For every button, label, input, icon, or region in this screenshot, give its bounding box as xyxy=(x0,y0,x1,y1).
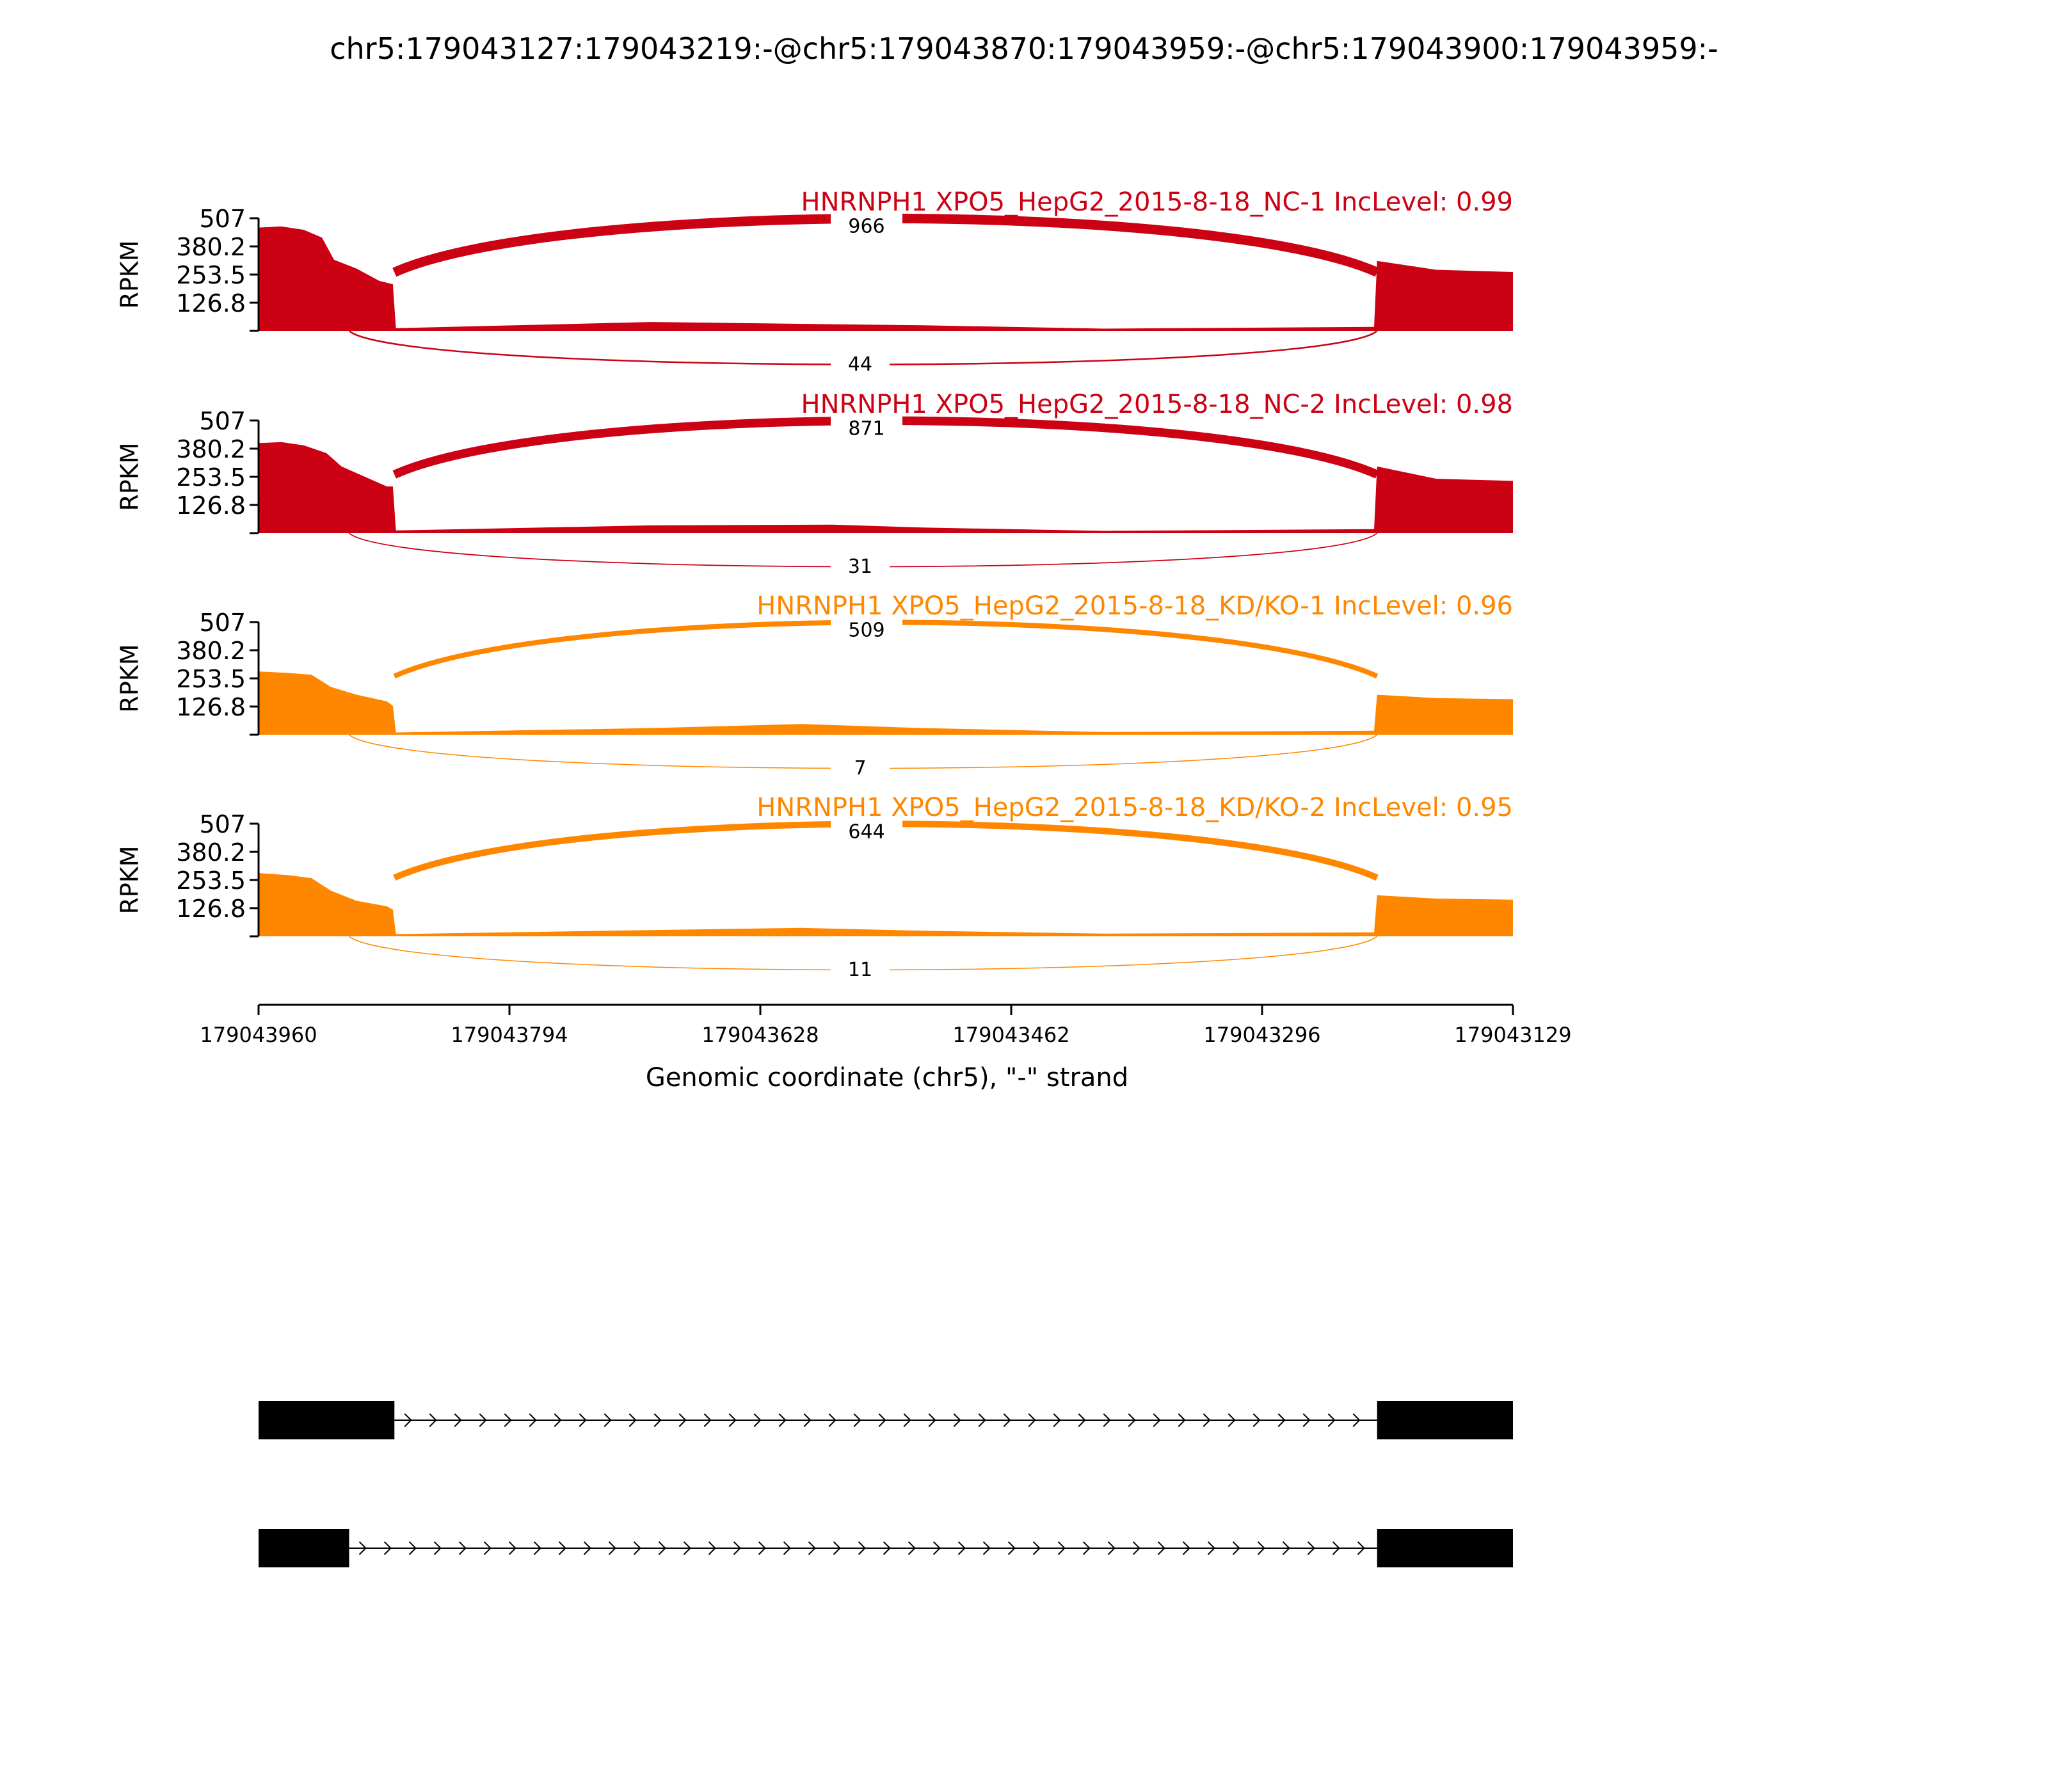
y-tick-label: 380.2 xyxy=(176,233,246,262)
y-tick-label: 126.8 xyxy=(176,491,246,520)
junction-count-label: 966 xyxy=(848,215,885,238)
y-tick-label: 507 xyxy=(199,609,246,637)
y-tick-label: 507 xyxy=(199,205,246,233)
panel-title: HNRNPH1 XPO5_HepG2_2015-8-18_KD/KO-2 IncLevel: 0.95 xyxy=(756,793,1513,822)
panel-title: HNRNPH1 XPO5_HepG2_2015-8-18_NC-1 IncLevel: 0.99 xyxy=(801,188,1513,217)
exon-block xyxy=(1377,1401,1513,1439)
coverage-panel-1 xyxy=(115,188,1513,376)
gene-models xyxy=(259,1401,1513,1567)
y-tick-label: 126.8 xyxy=(176,894,246,923)
y-tick-label: 253.5 xyxy=(176,665,246,693)
x-axis-label: Genomic coordinate (chr5), "-" strand xyxy=(645,1063,1129,1092)
x-tick-label: 179043462 xyxy=(952,1023,1070,1047)
junction-count-label: 7 xyxy=(854,757,867,780)
exon-block xyxy=(1377,1529,1513,1567)
coverage-area xyxy=(259,671,1513,735)
page-title: chr5:179043127:179043219:-@chr5:179043870:179043959:-@chr5:179043900:179043959:- xyxy=(330,31,1718,66)
junction-count-label: 11 xyxy=(847,959,873,981)
x-tick-label: 179043129 xyxy=(1454,1023,1572,1047)
panel-title: HNRNPH1 XPO5_HepG2_2015-8-18_KD/KO-1 IncLevel: 0.96 xyxy=(756,591,1513,621)
transcript-model-2 xyxy=(259,1529,1513,1567)
y-tick-label: 380.2 xyxy=(176,435,246,464)
y-tick-label: 380.2 xyxy=(176,838,246,867)
transcript-model-1 xyxy=(259,1401,1513,1439)
y-tick-label: 253.5 xyxy=(176,261,246,289)
x-tick-label: 179043628 xyxy=(701,1023,819,1047)
junction-count-label: 644 xyxy=(848,820,885,844)
y-axis-label: RPKM xyxy=(115,644,144,713)
y-axis-label: RPKM xyxy=(115,240,144,309)
junction-count-label: 871 xyxy=(848,417,885,440)
x-axis xyxy=(200,1005,1571,1047)
y-tick-label: 253.5 xyxy=(176,463,246,492)
coverage-panel-4 xyxy=(115,793,1513,981)
y-tick-label: 126.8 xyxy=(176,692,246,721)
y-tick-label: 507 xyxy=(199,810,246,838)
x-tick-label: 179043794 xyxy=(451,1023,568,1047)
y-axis-label: RPKM xyxy=(115,442,144,511)
coverage-panel-3 xyxy=(115,591,1513,780)
coverage-area xyxy=(259,227,1513,331)
x-tick-label: 179043296 xyxy=(1203,1023,1321,1047)
y-tick-label: 380.2 xyxy=(176,637,246,666)
exon-block xyxy=(259,1401,394,1439)
panel-title: HNRNPH1 XPO5_HepG2_2015-8-18_NC-2 IncLevel: 0.98 xyxy=(801,390,1513,419)
exon-block xyxy=(259,1529,349,1567)
junction-count-label: 44 xyxy=(847,353,873,376)
coverage-area xyxy=(259,873,1513,936)
x-tick-label: 179043960 xyxy=(200,1023,317,1047)
y-tick-label: 253.5 xyxy=(176,867,246,895)
y-tick-label: 126.8 xyxy=(176,289,246,317)
coverage-panel-2 xyxy=(115,390,1513,578)
junction-count-label: 31 xyxy=(847,556,873,578)
coverage-panels xyxy=(115,188,1513,981)
junction-count-label: 509 xyxy=(848,619,885,642)
y-tick-label: 507 xyxy=(199,407,246,435)
y-axis-label: RPKM xyxy=(115,845,144,915)
